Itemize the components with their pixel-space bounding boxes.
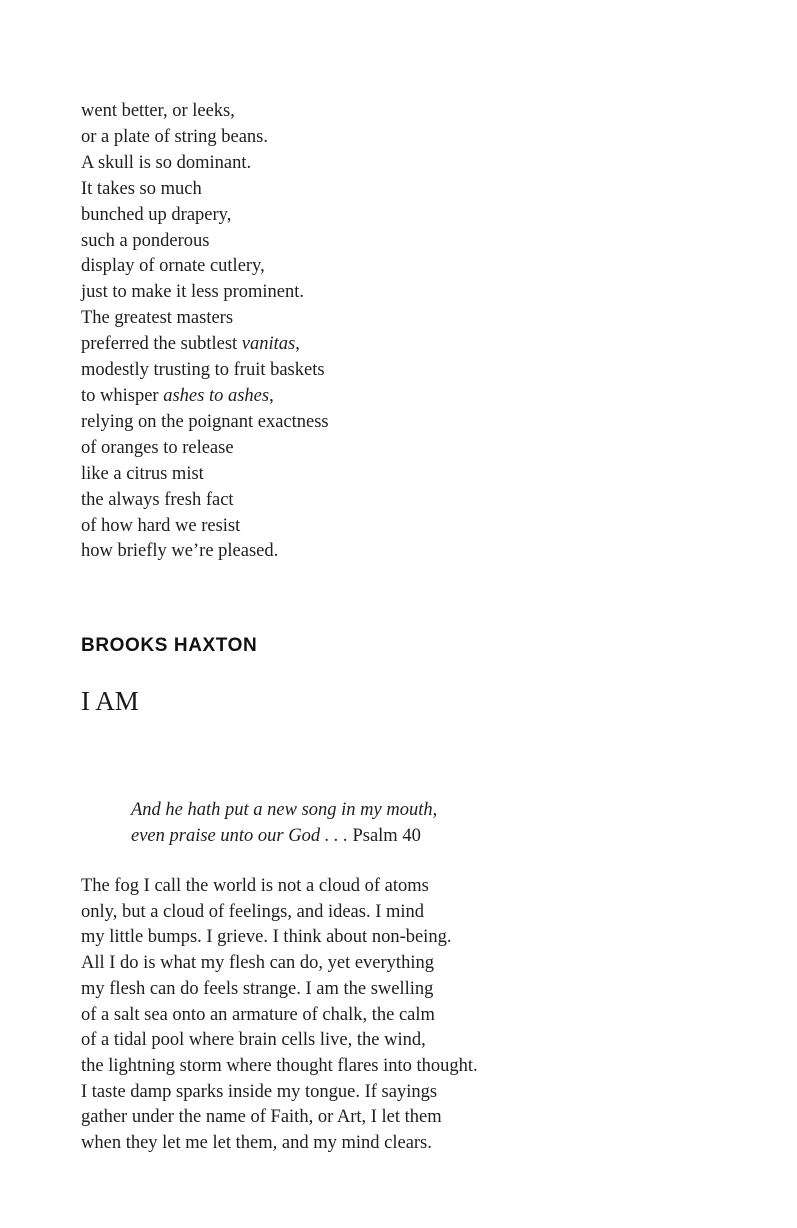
line-text: It takes so much	[81, 178, 202, 199]
italic-text: even praise unto our God . . .	[131, 826, 353, 846]
line-text: of oranges to release	[81, 437, 234, 458]
poem-line	[81, 229, 329, 255]
line-text: went better, or leeks,	[81, 101, 235, 121]
poem-line	[131, 823, 437, 849]
poem-line	[81, 1003, 478, 1029]
line-text: gather under the name of Faith, or Art, I let them	[81, 1107, 442, 1128]
poem-line	[81, 925, 478, 951]
line-text: modestly trusting to fruit baskets	[81, 360, 325, 381]
poem-line	[81, 539, 329, 565]
poem-line	[81, 306, 329, 332]
line-text: when they let me let them, and my mind clears.	[81, 1133, 432, 1154]
line-text: such a ponderous	[81, 230, 210, 251]
line-text: ,	[269, 385, 274, 406]
poem-line	[81, 1028, 478, 1054]
line-text: A skull is so dominant.	[81, 152, 252, 173]
poem-line	[81, 900, 478, 926]
poem-line	[81, 462, 329, 488]
poem-line	[81, 488, 329, 514]
poem-line	[81, 203, 329, 229]
line-text: All I do is what my flesh can do, yet everything	[81, 953, 434, 974]
poem-line	[81, 177, 329, 203]
line-text: the lightning storm where thought flares into thought.	[81, 1055, 478, 1076]
poem-line	[81, 951, 478, 977]
poem-line	[81, 514, 329, 540]
line-text: or a plate of string beans.	[81, 126, 268, 147]
line-text: just to make it less prominent.	[81, 282, 305, 303]
poem-line	[81, 1054, 478, 1080]
poem-line	[81, 358, 329, 384]
line-text: The fog I call the world is not a cloud of atoms	[81, 876, 429, 896]
line-text: Psalm 40	[352, 826, 421, 846]
poem-line	[81, 1080, 478, 1106]
line-text: like a citrus mist	[81, 463, 204, 484]
poem-line	[81, 1105, 478, 1131]
poem-line	[81, 410, 329, 436]
poem-line	[81, 384, 329, 410]
poem-line	[81, 280, 329, 306]
italic-text: ashes to ashes	[163, 385, 270, 406]
line-text: I taste damp sparks inside my tongue. If sayings	[81, 1081, 438, 1102]
epigraph	[131, 797, 437, 849]
line-text: my flesh can do feels strange. I am the swelling	[81, 978, 434, 999]
line-text: relying on the poignant exactness	[81, 411, 329, 432]
line-text: of a salt sea onto an armature of chalk, the calm	[81, 1004, 435, 1025]
italic-text: vanitas	[241, 334, 296, 355]
line-text: the always fresh fact	[81, 489, 234, 510]
poem-line	[81, 254, 329, 280]
poem-continuation	[81, 99, 329, 565]
poem-line	[81, 332, 329, 358]
poem-line	[81, 151, 329, 177]
line-text: bunched up drapery,	[81, 204, 232, 225]
poem-line	[81, 977, 478, 1003]
line-text: only, but a cloud of feelings, and ideas. I mind	[81, 901, 425, 922]
line-text: The greatest masters	[81, 308, 234, 329]
poem-line	[131, 797, 437, 823]
poem-line	[81, 874, 478, 900]
line-text: display of ornate cutlery,	[81, 256, 265, 277]
line-text: how briefly we’re pleased.	[81, 541, 279, 562]
poem-line	[81, 436, 329, 462]
line-text: ,	[295, 334, 300, 355]
italic-text: And he hath put a new song in my mouth,	[131, 800, 438, 820]
poem-line	[81, 1131, 478, 1157]
line-text: of a tidal pool where brain cells live, the wind,	[81, 1030, 426, 1051]
poem-title: I AM	[81, 686, 139, 716]
poem-line	[81, 99, 329, 125]
line-text: preferred the subtlest	[81, 334, 242, 355]
line-text: to whisper	[81, 385, 164, 406]
line-text: my little bumps. I grieve. I think about non-being.	[81, 927, 452, 948]
poem-line	[81, 125, 329, 151]
poem-body	[81, 874, 478, 1157]
author-name: BROOKS HAXTON	[81, 635, 258, 656]
line-text: of how hard we resist	[81, 515, 241, 536]
